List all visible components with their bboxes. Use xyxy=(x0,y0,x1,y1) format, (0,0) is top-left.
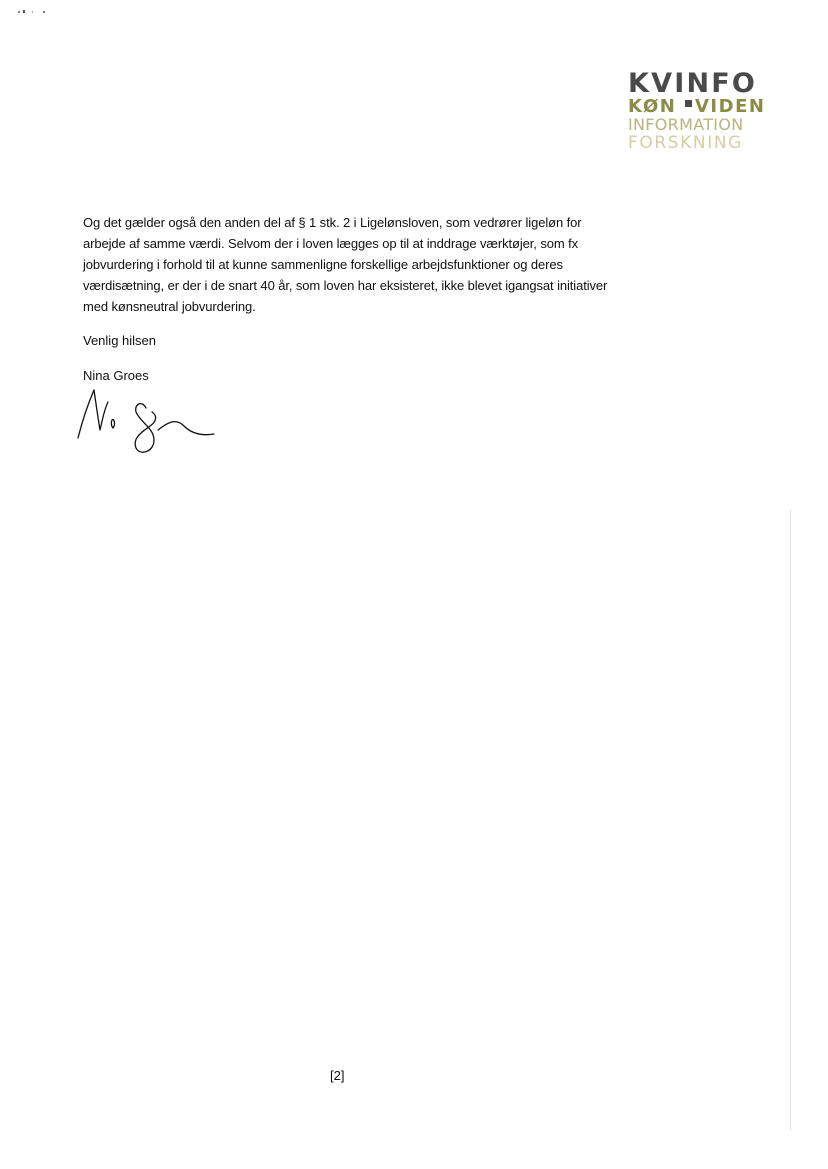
logo-line-forskning: FORSKNING xyxy=(628,133,743,153)
logo-line-viden: VIDEN xyxy=(695,96,766,117)
logo-line-information: INFORMATION xyxy=(628,115,744,134)
kvinfo-logo xyxy=(627,66,766,153)
logo-line-kon: KØN xyxy=(628,96,677,117)
signer-name: Nina Groes xyxy=(83,368,149,383)
handwritten-signature xyxy=(72,382,222,462)
page-number: [2] xyxy=(330,1068,345,1083)
letter-body xyxy=(83,212,613,317)
logo-separator xyxy=(685,100,692,107)
closing-greeting: Venlig hilsen xyxy=(83,333,156,348)
scan-edge-line xyxy=(790,510,791,1130)
logo-line-kvinfo: KVINFO xyxy=(628,68,758,99)
scan-artifact xyxy=(18,10,48,14)
body-paragraph: Og det gælder også den anden del af § 1 stk. 2 i Ligelønsloven, som vedrører ligeløn for arbejde af samme værdi. Selvom der i loven lægges op til at inddrage værktøjer, som fx jobvurdering i forhold til at kunne sammenligne forskellige arbejdsfunktioner og deres værdisætning, er der i de snart 40 år, som loven har eksisteret, ikke blevet igangsat initiativer med kønsneutral jobvurdering. xyxy=(83,215,608,314)
